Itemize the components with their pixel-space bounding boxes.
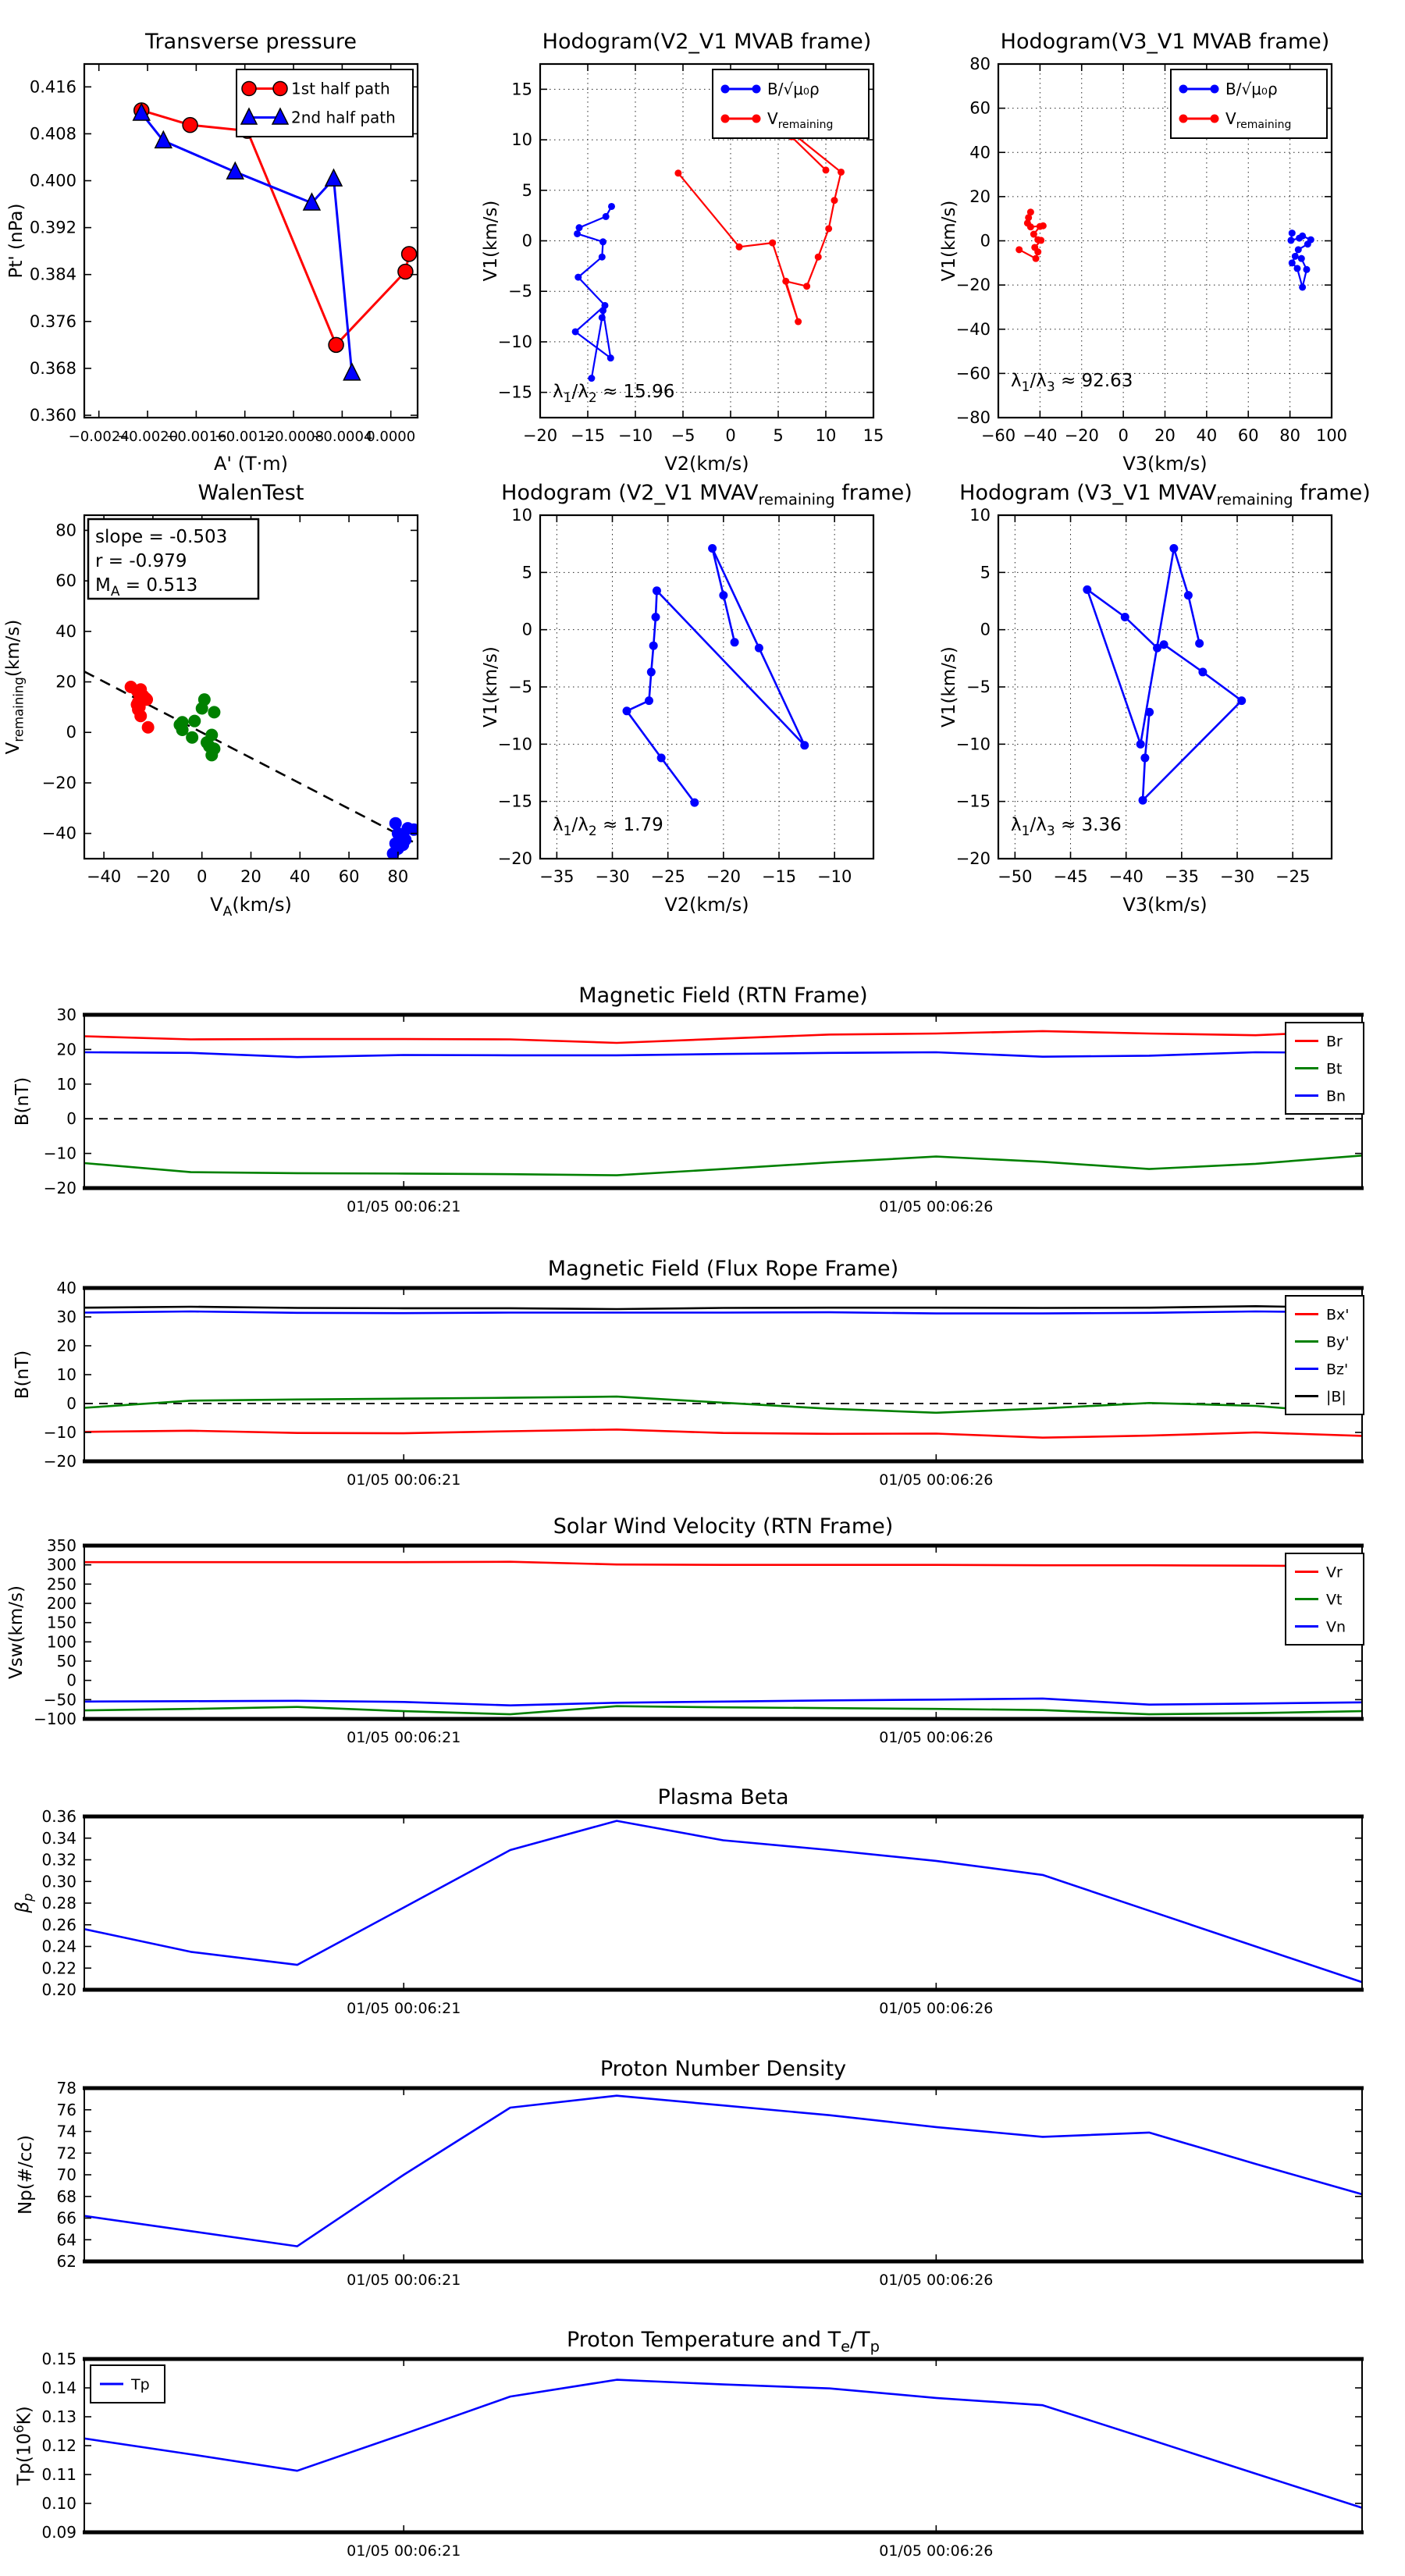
svg-text:70: 70: [56, 2165, 76, 2184]
svg-text:λ1/λ3 ≈ 3.36: $\lambda_1/\lambda_3 \approx 3.36$: [1011, 815, 1122, 839]
svg-text:74: 74: [56, 2122, 76, 2141]
svg-text:−50: −50: [998, 867, 1033, 886]
svg-text:0.12: 0.12: [41, 2436, 76, 2455]
svg-text:−80: −80: [955, 408, 991, 427]
series-last third: [387, 817, 421, 860]
svg-text:0.360: 0.360: [29, 405, 76, 425]
x-axis-label-transverse-pressure: A' (T·m): [213, 453, 289, 475]
svg-text:01/05 00:06:21: 01/05 00:06:21: [347, 1729, 461, 1746]
svg-text:−20: −20: [43, 1179, 76, 1197]
svg-text:0.24: 0.24: [41, 1937, 76, 1956]
y-axis-label-proton-density: Np(#/cc): [16, 2134, 36, 2215]
svg-text:64: 64: [56, 2230, 76, 2250]
svg-text:Vremaining: $V_{remaining}$: [1225, 109, 1292, 131]
svg-text:−20: −20: [955, 849, 991, 868]
svg-text:60: 60: [338, 867, 360, 886]
svg-text:0.36: 0.36: [41, 1807, 76, 1826]
y-axis-label-transverse-pressure: Pt' (nPa): [6, 203, 27, 279]
svg-text:−35: −35: [539, 867, 574, 886]
svg-text:60: 60: [55, 571, 76, 591]
svg-text:40: 40: [289, 867, 311, 886]
svg-text:80: 80: [55, 521, 76, 540]
panel-hodogram-v3v1-mvav: [956, 506, 1332, 886]
svg-text:−10: −10: [955, 735, 991, 754]
svg-text:−20: −20: [955, 276, 991, 295]
svg-text:−5: −5: [508, 678, 532, 696]
svg-text:250: 250: [46, 1574, 76, 1594]
svg-text:40: 40: [56, 1279, 76, 1297]
svg-text:−0.0004: −0.0004: [311, 429, 373, 445]
svg-text:−25: −25: [650, 867, 685, 886]
svg-text:30: 30: [56, 1308, 76, 1326]
legend: [237, 69, 413, 137]
panel-solar-wind-velocity: [34, 1536, 1364, 1746]
svg-text:0.14: 0.14: [41, 2379, 76, 2397]
svg-text:B/√μ₀ρ: B/√μ₀ρ: [767, 80, 820, 98]
svg-text:15: 15: [863, 426, 884, 445]
svg-text:−20: −20: [43, 1452, 76, 1471]
svg-text:−35: −35: [1164, 867, 1200, 886]
svg-text:−10: −10: [497, 332, 532, 351]
svg-text:40: 40: [1196, 426, 1218, 445]
svg-text:01/05 00:06:21: 01/05 00:06:21: [347, 2542, 461, 2560]
panel-title-proton-temperature: Proton Temperature and $T_e/T_p$: [566, 2328, 880, 2356]
series-beta_p: [84, 1821, 1362, 1983]
svg-text:λ1/λ2 ≈ 1.79: $\lambda_1/\lambda_2 \approx 1.79$: [553, 815, 663, 839]
panel-title-mag-field-flux-rope: Magnetic Field (Flux Rope Frame): [547, 1257, 899, 1281]
panel-hodogram-v2v1-mvav: [498, 506, 873, 886]
svg-text:20: 20: [969, 187, 991, 206]
svg-text:80: 80: [387, 867, 409, 886]
svg-text:0.11: 0.11: [41, 2465, 76, 2484]
panel-title-plasma-beta: Plasma Beta: [657, 1785, 789, 1809]
svg-text:Vt: Vt: [1326, 1591, 1343, 1609]
svg-text:0.416: 0.416: [29, 77, 76, 97]
svg-text:0: 0: [66, 1394, 76, 1413]
svg-text:−40: −40: [1023, 426, 1058, 445]
svg-text:1st half path: 1st half path: [291, 79, 390, 98]
svg-text:30: 30: [56, 1005, 76, 1024]
series-Br: [84, 1030, 1362, 1043]
svg-text:−20: −20: [497, 849, 532, 868]
svg-text:−15: −15: [497, 382, 532, 402]
svg-text:10: 10: [511, 506, 532, 525]
svg-text:10: 10: [56, 1365, 76, 1384]
svg-text:72: 72: [56, 2144, 76, 2163]
svg-text:−5: −5: [670, 426, 695, 445]
y-axis-label-hodogram-v2v1-mvab: V1(km/s): [481, 200, 501, 282]
svg-text:0.20: 0.20: [41, 1980, 76, 1999]
svg-text:01/05 00:06:26: 01/05 00:06:26: [879, 1729, 994, 1746]
svg-text:By': By': [1326, 1333, 1350, 1351]
svg-text:68: 68: [56, 2186, 76, 2206]
svg-text:5: 5: [773, 426, 784, 445]
svg-text:−50: −50: [43, 1690, 76, 1710]
y-axis-label-hodogram-v3v1-mvav: V1(km/s): [939, 646, 959, 728]
svg-text:−0.0020: −0.0020: [116, 429, 179, 445]
svg-text:01/05 00:06:21: 01/05 00:06:21: [347, 2000, 461, 2017]
legend: [1286, 1553, 1364, 1645]
svg-text:0.22: 0.22: [41, 1959, 76, 1978]
panel-proton-temperature: [41, 2350, 1364, 2560]
svg-text:−0.0012: −0.0012: [214, 429, 276, 445]
y-axis-label-hodogram-v3v1-mvab: V1(km/s): [939, 200, 959, 282]
svg-text:λ1/λ2 ≈ 15.96: $\lambda_1/\lambda_2 \approx 15.96$: [553, 382, 675, 406]
svg-text:0.09: 0.09: [41, 2523, 76, 2542]
svg-text:−0.0008: −0.0008: [263, 429, 325, 445]
svg-text:10: 10: [969, 506, 991, 525]
y-axis-label-proton-temperature: $Tp(10^6K)$: [12, 2406, 35, 2485]
panel-walen-test: [42, 515, 421, 886]
y-axis-label-solar-wind-velocity: Vsw(km/s): [6, 1585, 27, 1679]
svg-text:−30: −30: [1219, 867, 1255, 886]
svg-text:0: 0: [980, 231, 991, 251]
svg-text:80: 80: [969, 55, 991, 73]
svg-text:0.392: 0.392: [29, 218, 76, 237]
svg-text:B/√μ₀ρ: B/√μ₀ρ: [1225, 80, 1278, 98]
legend: [91, 2365, 165, 2403]
svg-text:−15: −15: [570, 426, 606, 445]
series-Bz': [84, 1311, 1362, 1314]
svg-text:−20: −20: [706, 867, 742, 886]
series-V_remaining: [1016, 208, 1047, 262]
series-Bt: [84, 1155, 1362, 1175]
svg-text:20: 20: [55, 672, 76, 692]
svg-text:100: 100: [1315, 426, 1348, 445]
svg-text:0: 0: [1118, 426, 1129, 445]
svg-text:0.384: 0.384: [29, 265, 76, 284]
panel-hodogram-v3v1-mvab: [956, 55, 1347, 445]
svg-text:Vr: Vr: [1326, 1564, 1343, 1582]
series-Vn: [84, 1699, 1362, 1706]
svg-text:40: 40: [55, 621, 76, 641]
svg-text:66: 66: [56, 2208, 76, 2228]
panel-title-hodogram-v3v1-mvab: Hodogram(V3_V1 MVAB frame): [1000, 30, 1330, 54]
svg-text:Bn: Bn: [1326, 1087, 1346, 1105]
svg-text:40: 40: [969, 143, 991, 162]
legend: [713, 69, 869, 138]
svg-text:350: 350: [46, 1536, 76, 1555]
panel-title-hodogram-v3v1-mvav: Hodogram (V3_V1 $MVAV_{remaining}$ frame): [959, 481, 1371, 509]
svg-text:−45: −45: [1053, 867, 1088, 886]
svg-text:01/05 00:06:26: 01/05 00:06:26: [879, 1471, 994, 1489]
svg-text:slope = -0.503: slope = -0.503: [95, 527, 228, 547]
x-axis-label-hodogram-v2v1-mvab: V2(km/s): [664, 453, 749, 475]
series-1st third: [125, 681, 155, 734]
panel-hodogram-v2v1-mvab: [498, 64, 884, 445]
svg-text:0: 0: [66, 1109, 76, 1129]
svg-text:01/05 00:06:26: 01/05 00:06:26: [879, 1198, 994, 1215]
svg-text:01/05 00:06:26: 01/05 00:06:26: [879, 2272, 994, 2289]
svg-text:0: 0: [725, 426, 736, 445]
svg-text:−5: −5: [508, 282, 532, 301]
svg-text:200: 200: [46, 1594, 76, 1613]
x-axis-label-walen-test: $V_A(km/s)$: [210, 894, 292, 920]
x-axis-label-hodogram-v3v1-mvav: V3(km/s): [1122, 894, 1208, 916]
svg-text:150: 150: [46, 1613, 76, 1632]
svg-text:15: 15: [511, 80, 532, 99]
svg-text:80: 80: [1279, 426, 1300, 445]
svg-text:5: 5: [980, 563, 991, 582]
svg-text:0.34: 0.34: [41, 1828, 76, 1848]
series-Np: [84, 2096, 1362, 2247]
panel-title-walen-test: WalenTest: [197, 481, 304, 505]
svg-text:20: 20: [240, 867, 261, 886]
panel-title-transverse-pressure: Transverse pressure: [145, 30, 357, 54]
svg-text:−15: −15: [497, 792, 532, 811]
svg-text:Tp: Tp: [131, 2376, 150, 2393]
svg-text:−0.0016: −0.0016: [165, 429, 227, 445]
series-1st half path: [134, 103, 417, 352]
legend: [1286, 1023, 1364, 1114]
svg-text:2nd half path: 2nd half path: [291, 108, 396, 127]
panel-title-solar-wind-velocity: Solar Wind Velocity (RTN Frame): [553, 1514, 894, 1539]
series-B/√μ₀ρ: [1287, 229, 1314, 290]
series-Tp: [84, 2380, 1362, 2508]
svg-text:01/05 00:06:26: 01/05 00:06:26: [879, 2542, 994, 2560]
svg-text:0: 0: [521, 620, 532, 639]
svg-text:10: 10: [815, 426, 837, 445]
svg-text:60: 60: [969, 98, 991, 118]
svg-text:0.400: 0.400: [29, 171, 76, 190]
svg-text:−10: −10: [497, 735, 532, 754]
series-B/√μ₀ρ: [572, 203, 615, 382]
svg-text:300: 300: [46, 1555, 76, 1574]
svg-text:Br: Br: [1326, 1033, 1343, 1051]
svg-text:0: 0: [66, 723, 76, 742]
svg-text:0.376: 0.376: [29, 311, 76, 331]
panel-title-hodogram-v2v1-mvav: Hodogram (V2_V1 $MVAV_{remaining}$ frame): [501, 481, 912, 509]
svg-text:−20: −20: [522, 426, 558, 445]
series-Bn: [84, 1052, 1362, 1057]
svg-text:Vn: Vn: [1326, 1618, 1346, 1636]
svg-text:−10: −10: [817, 867, 852, 886]
series-|B|: [84, 1306, 1362, 1309]
svg-text:Bz': Bz': [1326, 1361, 1349, 1379]
svg-text:5: 5: [521, 563, 532, 582]
svg-text:|B|: |B|: [1326, 1388, 1346, 1406]
svg-text:0.13: 0.13: [41, 2407, 76, 2426]
svg-text:−10: −10: [43, 1423, 76, 1442]
svg-text:Vremaining: $V_{remaining}$: [767, 109, 834, 131]
y-axis-label-mag-field-flux-rope: B(nT): [12, 1350, 33, 1400]
svg-text:5: 5: [521, 180, 532, 200]
svg-text:−40: −40: [955, 319, 991, 339]
svg-text:−20: −20: [41, 773, 76, 792]
y-axis-label-plasma-beta: $\beta_p$: [12, 1893, 36, 1913]
legend: [1286, 1296, 1364, 1414]
svg-text:0.368: 0.368: [29, 358, 76, 378]
svg-text:0.0000: 0.0000: [366, 429, 416, 445]
y-axis-label-hodogram-v2v1-mvav: V1(km/s): [481, 646, 501, 728]
svg-text:−40: −40: [86, 867, 122, 886]
svg-text:60: 60: [1237, 426, 1259, 445]
legend: [1171, 69, 1327, 138]
svg-text:76: 76: [56, 2100, 76, 2119]
panel-title-mag-field-rtn: Magnetic Field (RTN Frame): [578, 984, 868, 1008]
svg-text:0.408: 0.408: [29, 124, 76, 144]
svg-text:0.30: 0.30: [41, 1872, 76, 1891]
svg-text:λ1/λ3 ≈ 92.63: $\lambda_1/\lambda_3 \approx 92.63$: [1011, 371, 1133, 395]
svg-text:−30: −30: [595, 867, 630, 886]
svg-text:−25: −25: [1275, 867, 1311, 886]
y-axis-label-walen-test: $V_{remaining}(km/s)$: [3, 619, 27, 755]
svg-text:0: 0: [66, 1670, 76, 1690]
svg-text:−15: −15: [955, 792, 991, 811]
svg-text:r = -0.979: r = -0.979: [95, 551, 187, 571]
svg-text:0: 0: [521, 231, 532, 251]
svg-text:−20: −20: [1064, 426, 1099, 445]
svg-text:01/05 00:06:26: 01/05 00:06:26: [879, 2000, 994, 2017]
svg-text:62: 62: [56, 2252, 76, 2271]
svg-text:50: 50: [56, 1652, 76, 1670]
x-axis-label-hodogram-v2v1-mvav: V2(km/s): [664, 894, 749, 916]
svg-text:−40: −40: [41, 824, 76, 843]
svg-text:0.10: 0.10: [41, 2494, 76, 2513]
svg-text:20: 20: [1154, 426, 1176, 445]
svg-text:−100: −100: [34, 1710, 76, 1728]
panel-mag-field-flux-rope: [44, 1279, 1364, 1489]
svg-text:20: 20: [56, 1336, 76, 1355]
svg-text:−5: −5: [966, 678, 991, 696]
svg-text:−40: −40: [1108, 867, 1144, 886]
series-Vt: [84, 1706, 1362, 1714]
series-By': [84, 1397, 1362, 1414]
svg-text:78: 78: [56, 2079, 76, 2097]
panel-mag-field-rtn: [44, 1005, 1364, 1215]
panel-title-proton-density: Proton Number Density: [599, 2057, 847, 2081]
svg-text:−0.0024: −0.0024: [68, 429, 130, 445]
svg-text:10: 10: [511, 130, 532, 150]
svg-text:Bt: Bt: [1326, 1060, 1343, 1078]
panel-proton-density: [57, 2079, 1364, 2289]
series-2nd half path: [133, 104, 361, 380]
panel-title-hodogram-v2v1-mvab: Hodogram(V2_V1 MVAB frame): [542, 30, 872, 54]
svg-text:0: 0: [197, 867, 208, 886]
svg-text:01/05 00:06:21: 01/05 00:06:21: [347, 1198, 461, 1215]
svg-text:0: 0: [980, 620, 991, 639]
svg-text:0.15: 0.15: [41, 2350, 76, 2368]
panel-plasma-beta: [41, 1807, 1364, 2017]
svg-text:−10: −10: [43, 1144, 76, 1163]
svg-text:10: 10: [56, 1074, 76, 1094]
svg-text:20: 20: [56, 1040, 76, 1059]
svg-text:0.32: 0.32: [41, 1850, 76, 1870]
svg-text:0.28: 0.28: [41, 1894, 76, 1912]
svg-text:−10: −10: [617, 426, 653, 445]
series-Bx': [84, 1429, 1362, 1437]
panel-transverse-pressure: [30, 64, 418, 445]
svg-text:01/05 00:06:21: 01/05 00:06:21: [347, 1471, 461, 1489]
svg-text:−20: −20: [135, 867, 171, 886]
svg-text:Bx': Bx': [1326, 1306, 1350, 1324]
series-mid third: [173, 693, 220, 761]
svg-text:01/05 00:06:21: 01/05 00:06:21: [347, 2272, 461, 2289]
svg-text:−60: −60: [955, 364, 991, 383]
svg-text:−60: −60: [980, 426, 1016, 445]
y-axis-label-mag-field-rtn: B(nT): [12, 1076, 33, 1126]
x-axis-label-hodogram-v3v1-mvab: V3(km/s): [1122, 453, 1208, 475]
svg-text:100: 100: [46, 1632, 76, 1652]
svg-text:0.26: 0.26: [41, 1915, 76, 1934]
svg-text:MA = 0.513: $M_A = 0.513$: [95, 575, 198, 600]
series-V path: [1083, 544, 1246, 805]
svg-text:−15: −15: [761, 867, 797, 886]
series-V path: [623, 544, 809, 807]
series-Vr: [84, 1562, 1362, 1567]
